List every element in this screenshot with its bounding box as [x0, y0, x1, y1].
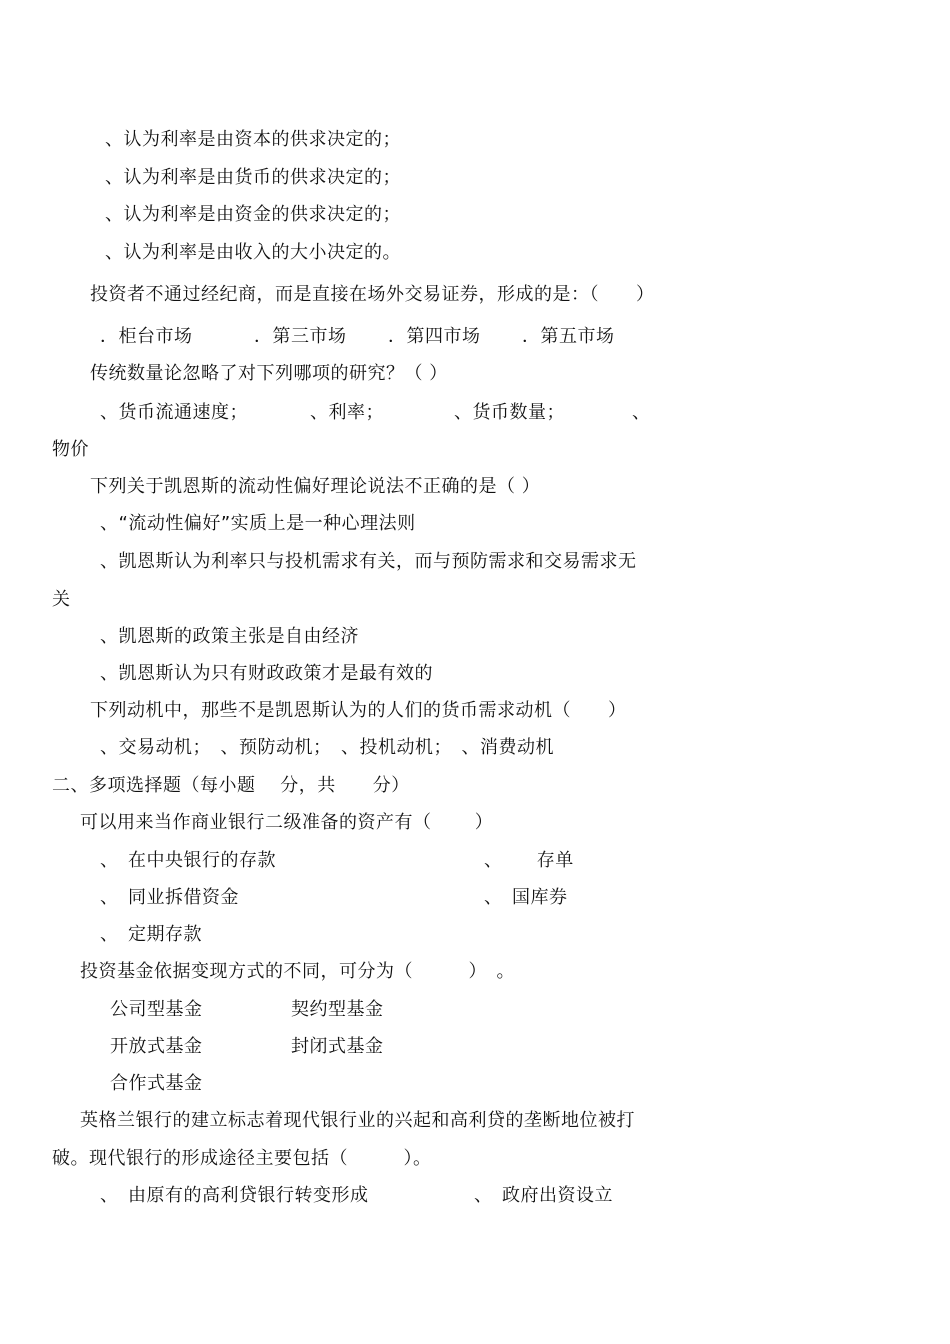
option-b: 、认为利率是由货币的供求决定的； — [105, 167, 401, 188]
option-c: ．第四市场 — [388, 326, 481, 347]
option-b: 、凯恩斯认为利率只与投机需求有关，而与预防需求和交易需求无 — [100, 551, 637, 572]
option-d: 封闭式基金 — [291, 1036, 384, 1057]
option-b: 契约型基金 — [291, 999, 384, 1020]
option-c: 、货币数量； — [454, 402, 565, 423]
option-a: 、 由原有的高利贷银行转变形成 — [100, 1185, 369, 1206]
option-e: 、 定期存款 — [100, 924, 202, 945]
option-d: 、凯恩斯认为只有财政政策才是最有效的 — [100, 663, 433, 684]
section-heading: 二、多项选择题（每小题 分，共 分） — [52, 775, 410, 796]
option-d: 、 国库券 — [484, 887, 568, 908]
option-c: 、 同业拆借资金 — [100, 887, 239, 908]
option-a: 公司型基金 — [110, 999, 203, 1020]
option-b-continuation: 关 — [52, 589, 71, 610]
option-d: 、认为利率是由收入的大小决定的。 — [105, 242, 401, 263]
option-b: 、 政府出资设立 — [474, 1185, 613, 1206]
question-stem: 投资者不通过经纪商，而是直接在场外交易证券，形成的是：（ ） — [90, 284, 655, 305]
option-d-continuation: 物价 — [52, 439, 89, 460]
option-b: ．第三市场 — [254, 326, 347, 347]
option-a: ．柜台市场 — [100, 326, 193, 347]
question-stem: 下列动机中，那些不是凯恩斯认为的人们的货币需求动机（ ） — [90, 700, 627, 721]
question-stem: 可以用来当作商业银行二级准备的资产有（ ） — [80, 812, 494, 833]
question-stem-continuation: 破。现代银行的形成途径主要包括（ ）。 — [52, 1148, 432, 1169]
option-d: ．第五市场 — [522, 326, 615, 347]
options-line: 、交易动机； 、预防动机； 、投机动机； 、消费动机 — [100, 737, 554, 758]
option-d-mark: 、 — [632, 402, 651, 423]
option-a: 、 在中央银行的存款 — [100, 850, 276, 871]
question-stem: 英格兰银行的建立标志着现代银行业的兴起和高利贷的垄断地位被打 — [80, 1110, 635, 1131]
option-c: 、认为利率是由资金的供求决定的； — [105, 204, 401, 225]
option-c: 、凯恩斯的政策主张是自由经济 — [100, 626, 359, 647]
option-a: 、货币流通速度； — [100, 402, 248, 423]
question-stem: 投资基金依据变现方式的不同，可分为（ ） 。 — [80, 961, 515, 982]
option-a: 、认为利率是由资本的供求决定的； — [105, 129, 401, 150]
option-e: 合作式基金 — [110, 1073, 203, 1094]
option-b: 、 存单 — [484, 850, 574, 871]
question-stem: 下列关于凯恩斯的流动性偏好理论说法不正确的是（ ） — [90, 476, 541, 497]
question-stem: 传统数量论忽略了对下列哪项的研究？（ ） — [90, 363, 448, 384]
option-b: 、利率； — [310, 402, 384, 423]
option-a: 、“流动性偏好”实质上是一种心理法则 — [100, 513, 416, 534]
option-c: 开放式基金 — [110, 1036, 203, 1057]
